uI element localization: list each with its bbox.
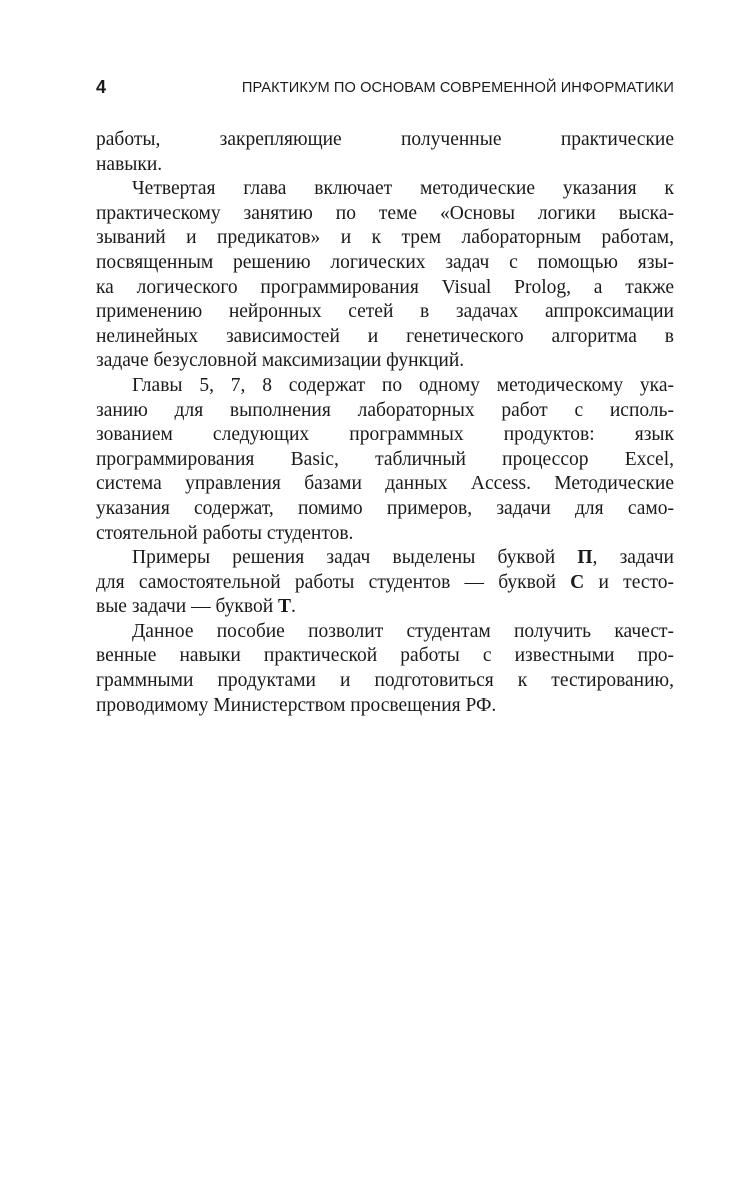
text-line: ка логического программирования Visual Prolog, а также	[96, 276, 674, 298]
text-line: задаче безусловной максимизации функций.	[96, 350, 465, 372]
text-run: для самостоятельной работы студентов — буквой	[96, 571, 571, 593]
text-run: .	[291, 596, 296, 618]
body-text	[96, 128, 674, 718]
marker-letter-s: С	[570, 571, 585, 593]
paragraph-2	[96, 177, 674, 374]
text-line: зованием следующих программных продуктов: язык	[96, 424, 674, 446]
paragraph-3	[96, 374, 674, 546]
text-line: занию для выполнения лабораторных работ с исполь-	[96, 399, 674, 421]
text-line: Данное пособие позволит студентам получить качест-	[132, 620, 674, 642]
text-line: практическому занятию по теме «Основы логики выска-	[96, 202, 674, 224]
page-number: 4	[96, 77, 107, 97]
marker-letter-p: П	[577, 547, 593, 569]
marker-letter-t: Т	[278, 596, 292, 618]
text-line: проводимому Министерством просвещения РФ.	[96, 694, 497, 716]
text-line: Главы 5, 7, 8 содержат по одному методическому ука-	[132, 374, 674, 396]
text-run: и тесто-	[584, 571, 674, 593]
paragraph-1	[96, 128, 674, 177]
text-line: Четвертая глава включает методические указания к	[132, 178, 674, 200]
text-line: стоятельной работы студентов.	[96, 522, 354, 544]
running-header	[96, 76, 674, 98]
text-run: вые задачи — буквой	[96, 596, 279, 618]
text-line: применению нейронных сетей в задачах аппроксимации	[96, 301, 674, 323]
text-line: система управления базами данных Access. Методические	[96, 473, 674, 495]
text-line: граммными продуктами и подготовиться к тестированию,	[96, 670, 674, 692]
text-line	[96, 595, 674, 620]
text-line: работы, закрепляющие полученные практические	[96, 129, 674, 150]
text-line: программирования Basic, табличный процессор Excel,	[96, 448, 674, 470]
text-line: зываний и предикатов» и к трем лабораторным работам,	[96, 227, 674, 249]
text-line	[96, 546, 674, 571]
text-line	[96, 571, 674, 596]
text-line: навыки.	[96, 153, 163, 175]
text-run: , задачи	[592, 547, 674, 569]
text-line: нелинейных зависимостей и генетического алгоритма в	[96, 325, 674, 347]
paragraph-4	[96, 546, 674, 620]
text-line: венные навыки практической работы с известными про-	[96, 645, 674, 667]
paragraph-5	[96, 620, 674, 718]
text-line: посвященным решению логических задач с помощью язы-	[96, 251, 674, 273]
running-title: ПРАКТИКУМ ПО ОСНОВАМ СОВРЕМЕННОЙ ИНФОРМАТИКИ	[241, 80, 674, 96]
text-run: Примеры решения задач выделены буквой	[132, 547, 578, 569]
text-line: указания содержат, помимо примеров, задачи для само-	[96, 497, 674, 519]
